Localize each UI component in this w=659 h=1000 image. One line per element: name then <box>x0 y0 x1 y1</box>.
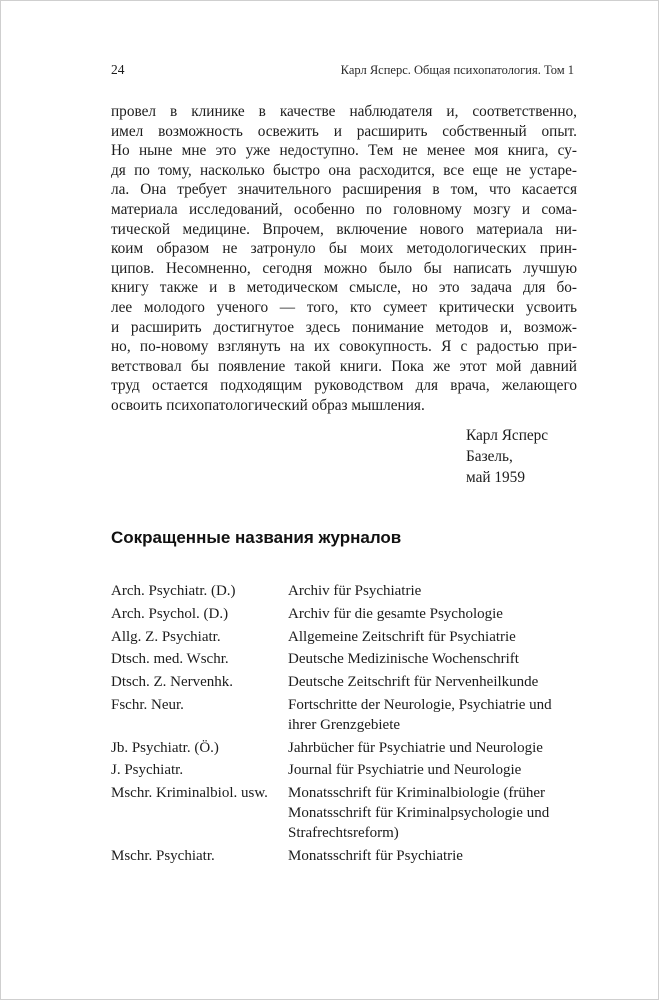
text-line: материала исследований, особенно по головному мозгу и сома- <box>111 200 577 218</box>
text-line: труд остается подходящим руководством для врача, желающего <box>111 377 577 395</box>
journal-row <box>111 605 577 625</box>
journal-full: Jahrbücher für Psychiatrie und Neurologie <box>288 739 543 756</box>
journal-abbr: Arch. Psychol. (D.) <box>111 605 229 622</box>
journal-full: Monatsschrift für Psychiatrie <box>288 847 463 864</box>
text-line: книгу также и в методическом смысле, но это задача для бо- <box>111 279 577 297</box>
journal-abbreviations-list <box>111 582 577 869</box>
signature-place: Базель, <box>466 448 513 465</box>
text-line: но, по-новому взглянуть на их совокупность. Я с радостью при- <box>111 338 577 356</box>
journal-row <box>111 847 577 867</box>
text-line: Но ныне мне это уже недоступно. Тем не менее моя книга, су- <box>111 142 577 160</box>
section-heading: Сокращенные названия журналов <box>111 528 402 547</box>
journal-full: Fortschritte der Neurologie, Psychiatrie und ihrer Grenzgebiete <box>288 696 552 733</box>
text-line: ветствовал бы появление такой книги. Пока же этот мой давний <box>111 357 577 375</box>
text-line: и расширить достигнутое здесь понимание методов и, возмож- <box>111 318 577 336</box>
text-line: коим образом не затронуло бы моих методологических прин- <box>111 240 577 258</box>
journal-full: Archiv für Psychiatrie <box>288 583 422 599</box>
journal-full: Allgemeine Zeitschrift für Psychiatrie <box>288 628 516 645</box>
text-line: ципов. Несомненно, сегодня можно было бы написать лучшую <box>111 259 577 277</box>
text-line: тической медицине. Впрочем, включение нового материала ни- <box>111 220 577 238</box>
journal-abbr: Mschr. Kriminalbiol. usw. <box>111 785 268 802</box>
journal-full: Monatsschrift für Kriminalbiologie (früher Monatsschrift für Kriminalpsychologie und Strafrechtsreform) <box>288 785 550 841</box>
journal-row <box>111 739 577 759</box>
signature-name: Карл Ясперс <box>466 427 549 444</box>
journal-full: Journal für Psychiatrie und Neurologie <box>288 762 522 779</box>
journal-row <box>111 784 577 843</box>
journal-full: Deutsche Medizinische Wochenschrift <box>288 651 519 668</box>
journal-row <box>111 582 577 602</box>
journal-abbr: Jb. Psychiatr. (Ö.) <box>111 739 219 756</box>
text-line: освоить психопатологический образ мышления. <box>111 396 425 414</box>
journal-full: Deutsche Zeitschrift für Nervenheilkunde <box>288 674 539 691</box>
text-line: имел возможность освежить и расширить собственный опыт. <box>111 122 577 140</box>
journal-full: Archiv für die gesamte Psychologie <box>288 605 503 622</box>
text-line: лее молодого ученого — того, кто сумеет критически усвоить <box>111 298 577 316</box>
journal-abbr: Mschr. Psychiatr. <box>111 847 215 864</box>
journal-abbr: Fschr. Neur. <box>111 696 184 713</box>
text-line: дя по тому, насколько быстро она расходится, все еще не устаре- <box>111 161 577 179</box>
journal-row <box>111 761 577 781</box>
journal-row <box>111 650 577 670</box>
journal-row <box>111 696 577 736</box>
text-line: ла. Она требует значительного расширения в том, что касается <box>111 181 577 199</box>
text-line: провел в клинике в качестве наблюдателя и, соответственно, <box>111 103 577 120</box>
signature-block <box>466 425 548 488</box>
journal-abbr: J. Psychiatr. <box>111 762 184 779</box>
journal-abbr: Arch. Psychiatr. (D.) <box>111 583 236 599</box>
journal-abbr: Dtsch. Z. Nervenhk. <box>111 674 234 691</box>
journal-row <box>111 628 577 648</box>
page-number: 24 <box>111 62 125 77</box>
journal-abbr: Allg. Z. Psychiatr. <box>111 628 221 645</box>
preface-paragraph <box>111 102 577 416</box>
running-title: Карл Ясперс. Общая психопатология. Том 1 <box>340 63 574 77</box>
page-header <box>111 62 574 78</box>
journal-row <box>111 673 577 693</box>
signature-date: май 1959 <box>466 469 525 486</box>
journal-abbr: Dtsch. med. Wschr. <box>111 651 229 668</box>
